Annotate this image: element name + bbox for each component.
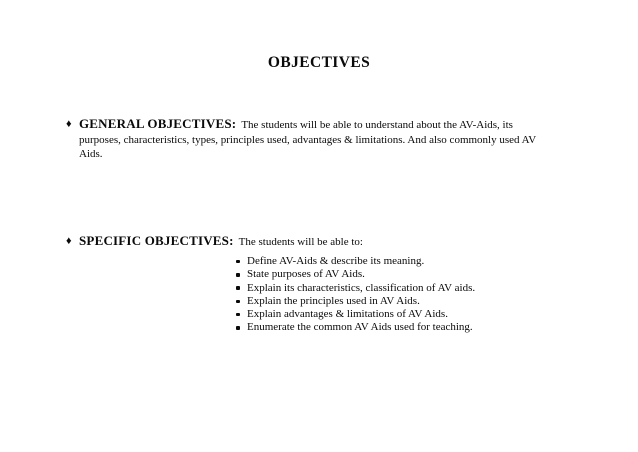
list-item-text: Explain its characteristics, classification of AV aids. xyxy=(247,281,476,294)
list-item xyxy=(236,308,475,321)
list-item-text: Explain the principles used in AV Aids. xyxy=(247,294,420,307)
square-bullet-icon xyxy=(236,326,240,330)
general-objectives-body: The students will be able to understand about the AV-Aids, its purposes, characteristics, types, principles used, advantages & limitations. And also commonly used AV Aids. xyxy=(79,119,536,160)
list-item-text: Define AV-Aids & describe its meaning. xyxy=(247,255,425,267)
diamond-bullet-icon: ♦ xyxy=(66,234,72,247)
list-item-text: State purposes of AV Aids. xyxy=(247,268,365,281)
square-bullet-icon xyxy=(236,260,240,264)
specific-objectives-list xyxy=(236,255,475,335)
section-general-objectives xyxy=(66,116,545,162)
list-item xyxy=(236,321,475,334)
square-bullet-icon xyxy=(236,286,240,290)
square-bullet-icon xyxy=(236,300,240,304)
list-item xyxy=(236,268,475,281)
list-item-text: Enumerate the common AV Aids used for teaching. xyxy=(247,321,473,334)
list-item xyxy=(236,282,475,295)
section-specific-objectives xyxy=(66,232,363,250)
specific-objectives-heading: SPECIFIC OBJECTIVES: xyxy=(79,232,234,248)
list-item-text: Explain advantages & limitations of AV Aids. xyxy=(247,308,448,321)
square-bullet-icon xyxy=(236,273,240,277)
general-objectives-heading: GENERAL OBJECTIVES: xyxy=(79,116,237,131)
list-item xyxy=(236,255,475,268)
specific-objectives-body: The students will be able to: xyxy=(238,235,363,248)
diamond-bullet-icon: ♦ xyxy=(66,118,72,130)
square-bullet-icon xyxy=(236,313,240,317)
page-title: OBJECTIVES xyxy=(267,54,371,71)
list-item xyxy=(236,295,475,308)
